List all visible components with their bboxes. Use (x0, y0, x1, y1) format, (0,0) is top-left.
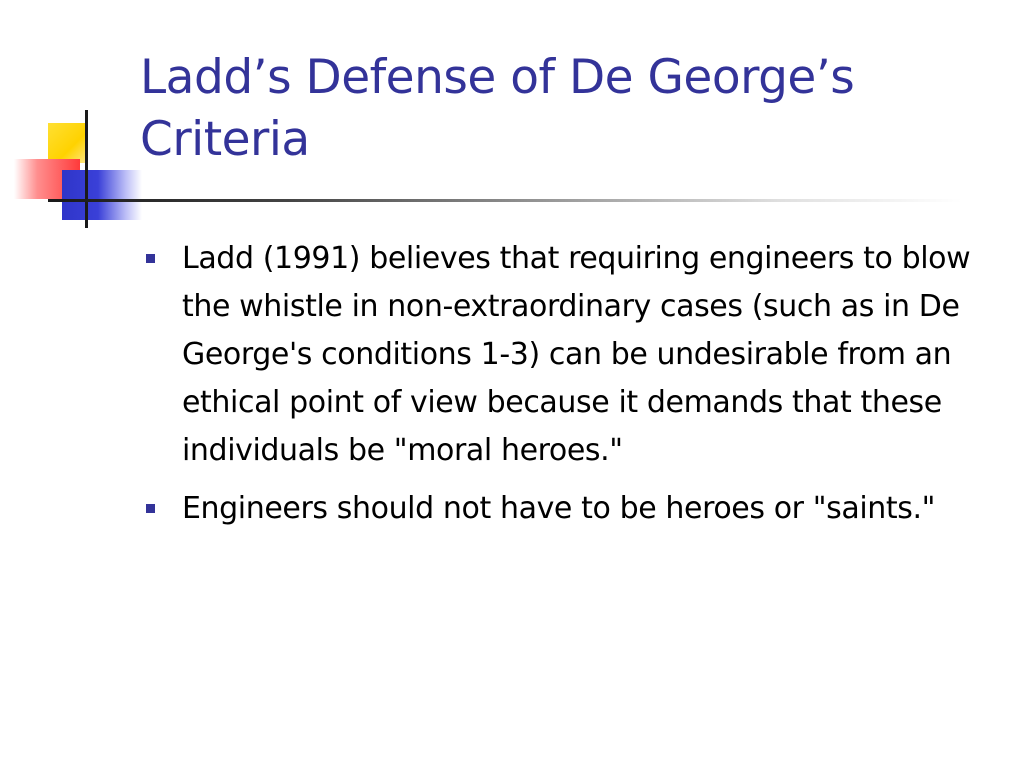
bullet-text: Ladd (1991) believes that requiring engineers to blow the whistle in non-extraordinary cases (such as in De George's conditions 1-3) can be undesirable from an ethical point of view because it demands that these individuals be "moral heroes." (182, 241, 971, 468)
vertical-line (85, 110, 88, 228)
yellow-square (48, 123, 88, 163)
bullet-text: Engineers should not have to be heroes or "saints." (182, 491, 936, 526)
square-bullet-icon (146, 504, 155, 513)
square-bullet-icon (146, 254, 155, 263)
bullet-list (140, 235, 1010, 543)
bullet-item (140, 235, 1010, 475)
bullet-item (140, 485, 1010, 533)
title-divider (62, 199, 962, 202)
blue-square (62, 170, 142, 220)
slide-title: Ladd’s Defense of De George’s Criteria (140, 50, 855, 167)
